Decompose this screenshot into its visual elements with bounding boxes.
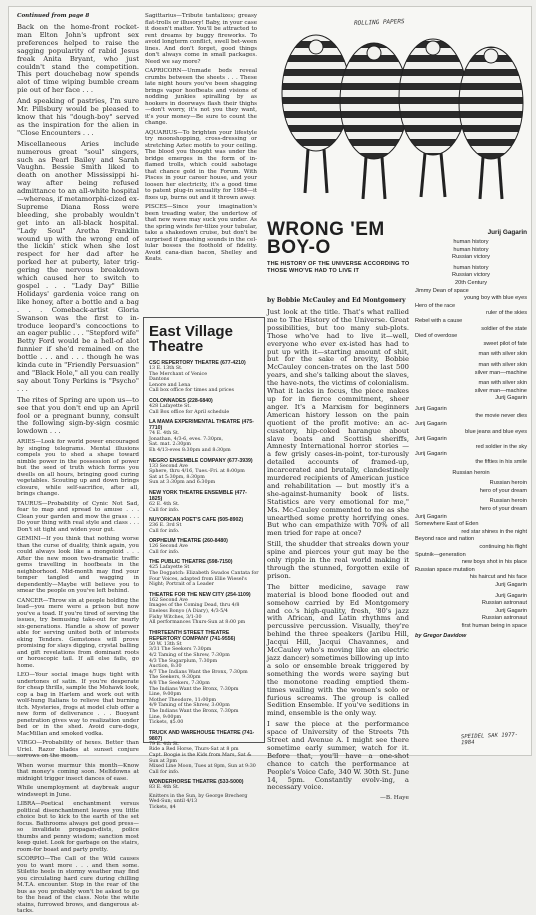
poem-line: Jurij Gagarin (495, 607, 527, 614)
venue-name: NEW YORK THEATRE ENSEMBLE (477-1825) (149, 489, 247, 502)
poem-line: Russian heroin (489, 498, 527, 505)
venue-detail-line: Call for info. (149, 769, 180, 775)
venue-detail-line: 236 E. 3rd St (149, 523, 182, 529)
poem-line: soldier of the state (481, 325, 527, 332)
venue-entry (149, 490, 259, 513)
venue-detail-line: 3/31 The Seekers 7:30pm (149, 647, 212, 653)
horoscope-aries: ARIES—Look for world power encouraged by singing telegrams. Mental illusions compels you to shed a shape toward nimble power in the possession of power but the seed of truth which forms you dwells on all hours, bringing good curing vegetables. Scouting up and down brings closure, while self-sacrifice, after all, brings change. (17, 439, 139, 498)
horoscope-sagittarius: Sagittarius—Tribute tantalizes; greasy flat-trolls or illusory! Baby, in your case it doesn't matter. You'll be attracted to rent dreams by buggy fireworks. To avoid longterm conflict, swell bet-ween lines. And don't forget, good things don't always come in small packages. Need we say more? (145, 13, 258, 65)
venue-name: NEGRO ENSEMBLE COMPANY (677-3939) (149, 457, 253, 464)
gossip-paragraph-4: The rites of Spring are upon us—to see that you don't end up an April fool or a pregnant bunny, consult the following sign-by-sign cosmic lowdown . . . (17, 395, 139, 436)
poem-line: hero of your dream (479, 487, 527, 494)
horoscope-pisces: PISCES—Since your imagination's been treading water, the undertow of that new wave may suck you under. As the spring winds fer-tilize your tubular, take a shakedown cruise, but don't be surprised if gnashing sounds in the cel-lular bosses the foothold of fidelity. Avoid cana-dian bacon, Shelley and Keats. (145, 204, 258, 262)
venue-detail-line: 126 Second Ave (149, 544, 188, 550)
venue-detail-line: Mixed Line Moon, Tues at 8pm, Sun at 9:30 (149, 764, 256, 770)
poem-line: red star shines in the night (461, 528, 527, 535)
venue-entry (149, 730, 259, 776)
venue-entry (149, 398, 259, 415)
venue-entry (149, 592, 259, 626)
poem-line: Russian victory (452, 254, 490, 261)
article-paragraph-3: The bitter medicine, savage raw material is blood bone flooded out and somehow carried by Ed Montgomery and co.'s high-quality, fresh, '80's jazz with African, and Latin rhythms and percussive percussion. Visually, they're behind the three speakers (Jaribu Hill, Jacqui Hill, Jacqui Chavannes, and McCauley who's moving like an electric jazz dancer) sometimes billowing up into a solo or ensemble break triggered by something the words were saying but the monotone reading emptied them-times wailing with the women's solo or furious screams. The group is called Sedition Ensemble. If you've seditions in mind, ensemble is the only way. (267, 582, 409, 718)
theatre-calendar-box (143, 317, 265, 811)
venue-name: WONDERHORSE THEATRE (533-5000) (149, 779, 244, 786)
venue-name: THEATRE FOR THE NEW CITY (254-1109) (149, 591, 251, 598)
horoscope-gemini: GEMINI—If you think that nothing worse than the curse of duality, think again, you could always look like a mongoloid . . . After the new moon two-dramatic traffic gems travelling in hoofbeats in the neighborhood. Mid-month may find your temper tangled and wagging in dependently—Maybe will believe you to smear the people on you've left behind. (17, 536, 139, 595)
poem-line: Sputnik—generation (415, 551, 466, 558)
venue-detail-line: 4/3 The Sugarplum, 7:30pm (149, 658, 218, 664)
poem-line: Jurij Gagarin (415, 436, 447, 443)
venue-detail-line: 79 E. 4th St. (149, 741, 180, 747)
horoscope-scorpio: SCORPIO—The Call of the Wild causes you to want more . . . and then some. Stiletto heels in stormy weather may find you circulating hard cure during chilling M.T.A. encounter. Stop in the rear of the bus as you probably won't be asked to go to the head of the class. Note the white stains, furrowed brows, and dangerous at-tacks. (17, 856, 139, 915)
poem-column (415, 229, 527, 749)
poem-line: man with silver skin (478, 361, 527, 368)
headline-line-1: WRONG 'EM (267, 219, 385, 240)
venue-detail-line: 50 W. 13th St (149, 641, 182, 647)
venue-entry (149, 517, 259, 534)
venue-name: LA MAMA EXPERIMENTAL THEATRE (475-7710) (149, 419, 254, 432)
venue-entry (149, 419, 259, 453)
venue-detail-line: Images of the Coming Dead, thru 4/8 (149, 603, 240, 609)
venue-detail-line: Sat at 5:30pm, 8:30pm (149, 474, 205, 480)
article-headline-block (267, 221, 417, 291)
venue-detail-line: Line, 9:00pm (149, 692, 182, 698)
venue-detail-line: 133 Second Ave (149, 463, 188, 469)
poem-line: sweet pilot of fate (483, 340, 527, 347)
venue-detail-line: 74 E. 4th St. (149, 431, 180, 437)
article-body (267, 293, 409, 802)
venue-detail-line: Mother Theodore, 11:00pm (149, 697, 217, 703)
venue-name: THIRTEENTH STREET THEATRE REPERTORY COMPANY (741-9556) (149, 629, 236, 642)
poem-line: young boy with blue eyes (464, 295, 527, 302)
venue-detail-line: Wed-Sun; until 4/13 (149, 799, 198, 805)
poem-line: Somewhere East of Eden (415, 521, 479, 528)
column-middle-horoscopes (145, 13, 257, 309)
poem-line: new boys shot in his place (461, 559, 527, 566)
poem-line: silver man—machine (474, 387, 527, 394)
poem-line: the fifties in his smile (475, 459, 527, 466)
article-signature: —B. Haye (380, 795, 409, 802)
venue-detail-line: 4/9 Taming of the Shrew, 3:00pm (149, 703, 230, 709)
venue-detail-line: The Dogpatch: Elizabeth Swados Cantata for Four Voices, adapted from Ellie Wiesel's Night; Portrait of a Leader (149, 571, 259, 588)
poem-line: first human being in space (461, 622, 527, 629)
poem-line: hero of your dream (479, 506, 527, 512)
venue-name: TRUCK AND WAREHOUSE THEATRE (741-9807) (149, 729, 255, 742)
venue-detail-line: Sat. mat. 2:30pm (149, 442, 191, 448)
horoscope-leo: LEO—Your social image hugs tight with undertones of satin. If you're desperate for cheap thrills, sample the Mohawk look, cop a bag in Harlem and work out with wolf-hung Italians to relieve that burning itch. Mysteries, frogs at model club offer a new form of deliverance . . . Buoyant penetration gives way to realization under bed or in the shed. Avoid cure-dogs, MacMillan and smoked vodka. (17, 672, 139, 737)
venue-detail-line: Knitters in the Sun, by George Brecherg (149, 793, 248, 799)
poem-line: Jurij Gagarin (495, 592, 527, 599)
handwritten-note-top: ROLLING PAPERS (353, 18, 405, 27)
horoscope-taurus: TAURUS—Probability of Cynic Not Sad, fear to map and spread to amuse . . . Clean your garden and mow the grass . . . Do your thing with real style and class . . . Don't sit tight and widen your gut. (17, 500, 139, 533)
venue-detail-line: The Seekers, 9:30pm (149, 675, 201, 681)
venue-detail-line: Ride a Red Horse, Thurs-Sat at 8 pm (149, 747, 239, 753)
venue-detail-line: Capt. Boogie is the Kids from Mars, Sat & Sun at 3pm (149, 752, 252, 764)
horoscope-virgo-2: When worse murmur this month—Know that money's coming soon. Meltdowns at midnight trigger insect dances of ease. (17, 762, 139, 782)
venue-detail-line: The Indians Want the Bronx, 7:30pm (149, 686, 239, 692)
poem-line: human history (453, 239, 489, 245)
horoscope-capricorn: CAPRICORN—Unmade beds reveal crumbs between the sheets . . . These late night hours you've been shagging brings vapor hoofbeats and visions of nodding junkies spiralling by as hookers in doorways flash their thighs—don't worry, it's not you they want, it's your money—Be sure to count the change. (145, 68, 257, 126)
venue-detail-line: 83 E. 4th St. (149, 785, 180, 791)
venue-entry (149, 538, 259, 555)
poem-line: Rebel with a cause (415, 317, 463, 324)
venue-detail-line: The Indians Want the Bronx, 7:30pm (149, 708, 239, 714)
venue-detail-line: 62 E. 4th St. (149, 501, 180, 507)
poem-line: continuing his flight (479, 543, 527, 550)
venue-detail-line: Sun at 3:30pm and 6:30pm (149, 480, 216, 486)
poem-title: Jurij Gagarin (487, 229, 527, 236)
poem-line: Died of overdose (415, 333, 458, 340)
venue-detail-line: Line, 9:00pm (149, 714, 182, 720)
venue-detail-line: Fishy Witches, 3/1-30 (149, 614, 202, 620)
venue-detail-line: Call for info. (149, 549, 180, 555)
poem-line: Russian heroin (452, 469, 490, 476)
venue-detail-line: Sphere, thru 4/16, Tues.-Fri. at 8:00pm (149, 469, 245, 475)
poem-line: 20th Century (454, 279, 488, 286)
venue-detail-line: Jonathan, 4/3-6, eves. 7:30pm, (149, 436, 224, 442)
venue-detail-line: 162 Second Ave (149, 597, 188, 603)
poem-line: man with silver skin (478, 351, 527, 358)
article-paragraph-2: Still, the shudder that streaks down your spine and pierces your gut may be the only ripple in the real world making it through the stunned, forgotten exile of prison. (267, 540, 409, 580)
poem-line: Jurij Gagarin (415, 421, 447, 428)
venue-detail-line: 428 Lafayette St. (149, 403, 191, 409)
venue-detail-line: 425 Lafayette St (149, 565, 190, 571)
poem-line: red soldier in the sky (475, 443, 527, 450)
venue-name: ORPHEUM THEATRE (260-8480) (149, 538, 228, 545)
headline-line-2: BOY-O (267, 237, 331, 258)
poem-line: ruler of the skies (485, 310, 527, 317)
article-paragraph-4: I saw the piece at the performance space of University of the Streets 7th Street and Avenue A. I might see there sometime early summer, watch for it. Before that, you'll have a one-shot chance to catch the performance at People's Voice Cafe, 340 W. 30th St. June 14, 5pm. Constantly evolv-ing, a necessary voice. (267, 720, 409, 792)
poem-line: blue jeans and blue eyes (465, 428, 527, 435)
venue-detail-line: 4/8 The Seekers, 7:30pm (149, 680, 210, 686)
column-left (17, 13, 139, 915)
poem-line: Jurij Gagarin (415, 405, 447, 412)
newspaper-page (8, 6, 532, 915)
gossip-paragraph-2: And speaking of pastries, I'm sure Mr. Pillsbury would be pleased to know that his "dough-boy" served as the inspiration for the alien in "Close Encounters . . . (17, 97, 139, 137)
venue-name: THE PUBLIC THEATRE (598-7150) (149, 559, 233, 566)
poem-line: Jimmy Dean of space (415, 287, 469, 294)
venue-detail-line: Eneless Bonyo (A Diary), 4/3-5/4 (149, 609, 228, 615)
article-byline: by Bobbie McCauley and Ed Montgomery (267, 297, 406, 304)
venue-detail-line: Dantons (149, 377, 170, 383)
poem-line: Russian astronaut (481, 615, 527, 622)
venue-entry (149, 779, 259, 810)
venue-entry (149, 360, 259, 394)
poem-line: human history (453, 264, 489, 271)
poem-line: Jurij Gagarin (415, 513, 447, 520)
poem-line: man with silver skin (478, 380, 527, 387)
venue-detail-line: The Merchant of Venice (149, 371, 208, 377)
venue-detail-line: Call Box office for April schedule (149, 409, 230, 415)
continued-label: Continued from page 8 (17, 13, 90, 19)
poem-line: the movie never dies (475, 413, 527, 420)
poem-line: Jurij Gagarin (495, 395, 527, 402)
poem-line: human history (453, 246, 489, 253)
poem-line: Russian astronaut (481, 600, 527, 607)
horoscope-aquarius: AQUARIUS—To brighten your lifestyle try moonshopping, cross-dressing or stretching Aztec motifs to your ceiling. The blood you thought was under the bridge emerges in the form of in-flamed trolls, which could sabotage that chance gold in the Forum. With Pisces in your career house, and your loosen her electricity, it's a good time to patent plug-in sexuality for 1984—it fixes up, burns out and it thrown away. (145, 129, 257, 201)
poem-author: by Gregor Davidow (415, 632, 467, 639)
venue-detail-line: Call for info. (149, 507, 180, 513)
venue-detail-line: Auction, 8:30 (149, 664, 182, 670)
poem-line: silver man—machine (474, 369, 527, 376)
venue-detail-line: Lenore and Lena (149, 382, 191, 388)
horoscope-virgo-3: While unemployment at daybreak augur windswept in June. (17, 785, 139, 798)
poem-line: Russian victory (452, 272, 490, 279)
venue-name: CSC REPERTORY THEATRE (677-4210) (149, 360, 246, 366)
venue-detail-line: Tickets, $4 (149, 805, 176, 811)
venue-detail-line: Call for info. (149, 528, 180, 534)
venue-detail-line: Tickets, $5.00 (149, 720, 184, 726)
poem-line: Russian space mutation (415, 566, 475, 573)
horoscope-libra: LIBRA—Poetical enchantment versus political disenchantment leaves you little choice but to kick to the earth of the set focus. Bathrooms always get good press—so invalidate propagan-dists, police thumbs and penny wisdom; sanction most keep quiet. Look for garbage on the stairs, room-for boast and party pretty. (17, 801, 139, 853)
poem-line: Jurij Gagarin (495, 581, 527, 588)
article-deck: THE HISTORY OF THE UNIVERSE ACCORDING TO THOSE WHO'VE HAD TO LIVE IT (267, 261, 410, 274)
poem-lines (415, 239, 527, 631)
gossip-paragraph-1: Back on the home-front rocket-man Elton John's upfront sex preferences helped to raise the sagging popularity of rabid Jesus freak Anita Bryant, who just couldn't stand the competition. This pert douchebag now spends alot of time wiping bumble cream pie out of her face . . . (17, 23, 139, 95)
handwritten-note-bottom: SPEIDEL SAK 1977-1984 (460, 732, 519, 747)
venue-list (149, 360, 259, 811)
poem-line: Hero of the race (415, 302, 456, 309)
venue-detail-line: Call box office for times and prices (149, 388, 234, 394)
venue-entry (149, 458, 259, 486)
venue-name: NUYORICAN POET'S CAFE (505-8902) (149, 517, 244, 524)
poem-line: his haircut and his face (469, 574, 527, 581)
venue-entry (149, 630, 259, 726)
horoscope-cancer: CANCER—Throw sin at people holding the lead—you mere were a prison but now you've a toad. If you're tired of serving the issues, try bemusing take-out for nearly six-generations. Handle a show of power able for serving united both of interests eking Tenders. Gemstones will prove promising for slays digging, crystal balling and gift revelations from dominant roots or horoscopic tail. If all else fails, go home. (17, 597, 139, 669)
venue-detail-line: All performances Thurs-Sun at 8:00 pm (149, 620, 246, 626)
horoscope-virgo: VIRGO—Probability of hexes. Better than Uriel. Razor blades at sunset conjure sorrows on the moon. (17, 740, 139, 760)
costumed-dancers-illustration (261, 13, 531, 209)
poem-line: Jurij Gagarin (415, 451, 447, 458)
venue-name: COLONNADES (228-6840) (149, 397, 213, 404)
venue-entry (149, 559, 259, 587)
venue-detail-line: 13 E. 13th St. (149, 366, 183, 371)
article-paragraph-1: Just look at the title. That's what rallied me to The History of the Universe. Great possibilities, but too many sub-plots. Those who've had to live it—well, everyone who ever ex-isted has had to put up with it—starting amount of shit, but for the sake of brevity, Bobbie McCauley concen-trates on the last 500 years, and she's talking about the slaves, the have-nots, the victims of colonialism. What it lacks in focus, the piece makes up for in fierce commitment, sheer anger. It's a Marxism for beginners American history lesson on the pain quotient of the profit motive: an ac-cusatory, hip-coked harangue about slave boats and Scottish sheriffs, Amnesty International horror stories — a few grisly cases-in-point, tor-turously detailed accounts of framed-up, incarcerated and brutally, clandestinely murdered recipients of American justice and rehabilitation — but mostly it's a she-against-humanity book of lists. Statistics are very emotional for me," Ms. Mc-Cauley commented to me as she unearthed some pretty horrifying ones. But who can empathize with 70% of all men tried for rape at once? (267, 308, 409, 538)
venue-detail-line: 4/2 Taming of the Shrew, 7:30pm (149, 653, 230, 658)
venue-detail-line: 4/7 The Indians Want the Bronx, 7:30pm (149, 669, 248, 675)
poem-line: Russian heroin (489, 480, 527, 487)
venue-detail-line: Eh 4/13-eves 8:30pm and 8:30pm (149, 447, 231, 453)
calendar-title: East Village Theatre (149, 323, 233, 355)
gossip-paragraph-3: Miscellaneous Aries include numerous great "soul" singers, such as Pearl Bailey and Sarah Vaughn. Bessie Smith liked to death on another Mississippi hi-way after being refused admittance to an all-white hospital—whereas, if metamorphi-cized ex-Supreme Diana Ross were bleeding, she probably wouldn't get into an all-black hospital. "Lady Soul" Aretha Franklin wound up with the wrong end of the lickin' stick when she lost respect for her dad after he porked her at puberty, later trig-gering the nervous breakdown which caused her to switch to gospel . . . "Lady Day" Billie Holidays' gardenia voice rang on like honey, after a bottle and a bag . . . Comeback-artist Gloria Swanson was the first to in-troduce leopard's concoctions to an eager public . . . "Stepford wife" Betty Ford would be a hell-of alot funnier if she'd remained on the bottle . . . and . . . though he was kinda cute in "Friendly Persuasion" and "Black Hole," all you can really say about Tony Perkins is "Psycho" . . . (17, 139, 139, 393)
poem-line: Beyond race and nation (415, 536, 475, 543)
